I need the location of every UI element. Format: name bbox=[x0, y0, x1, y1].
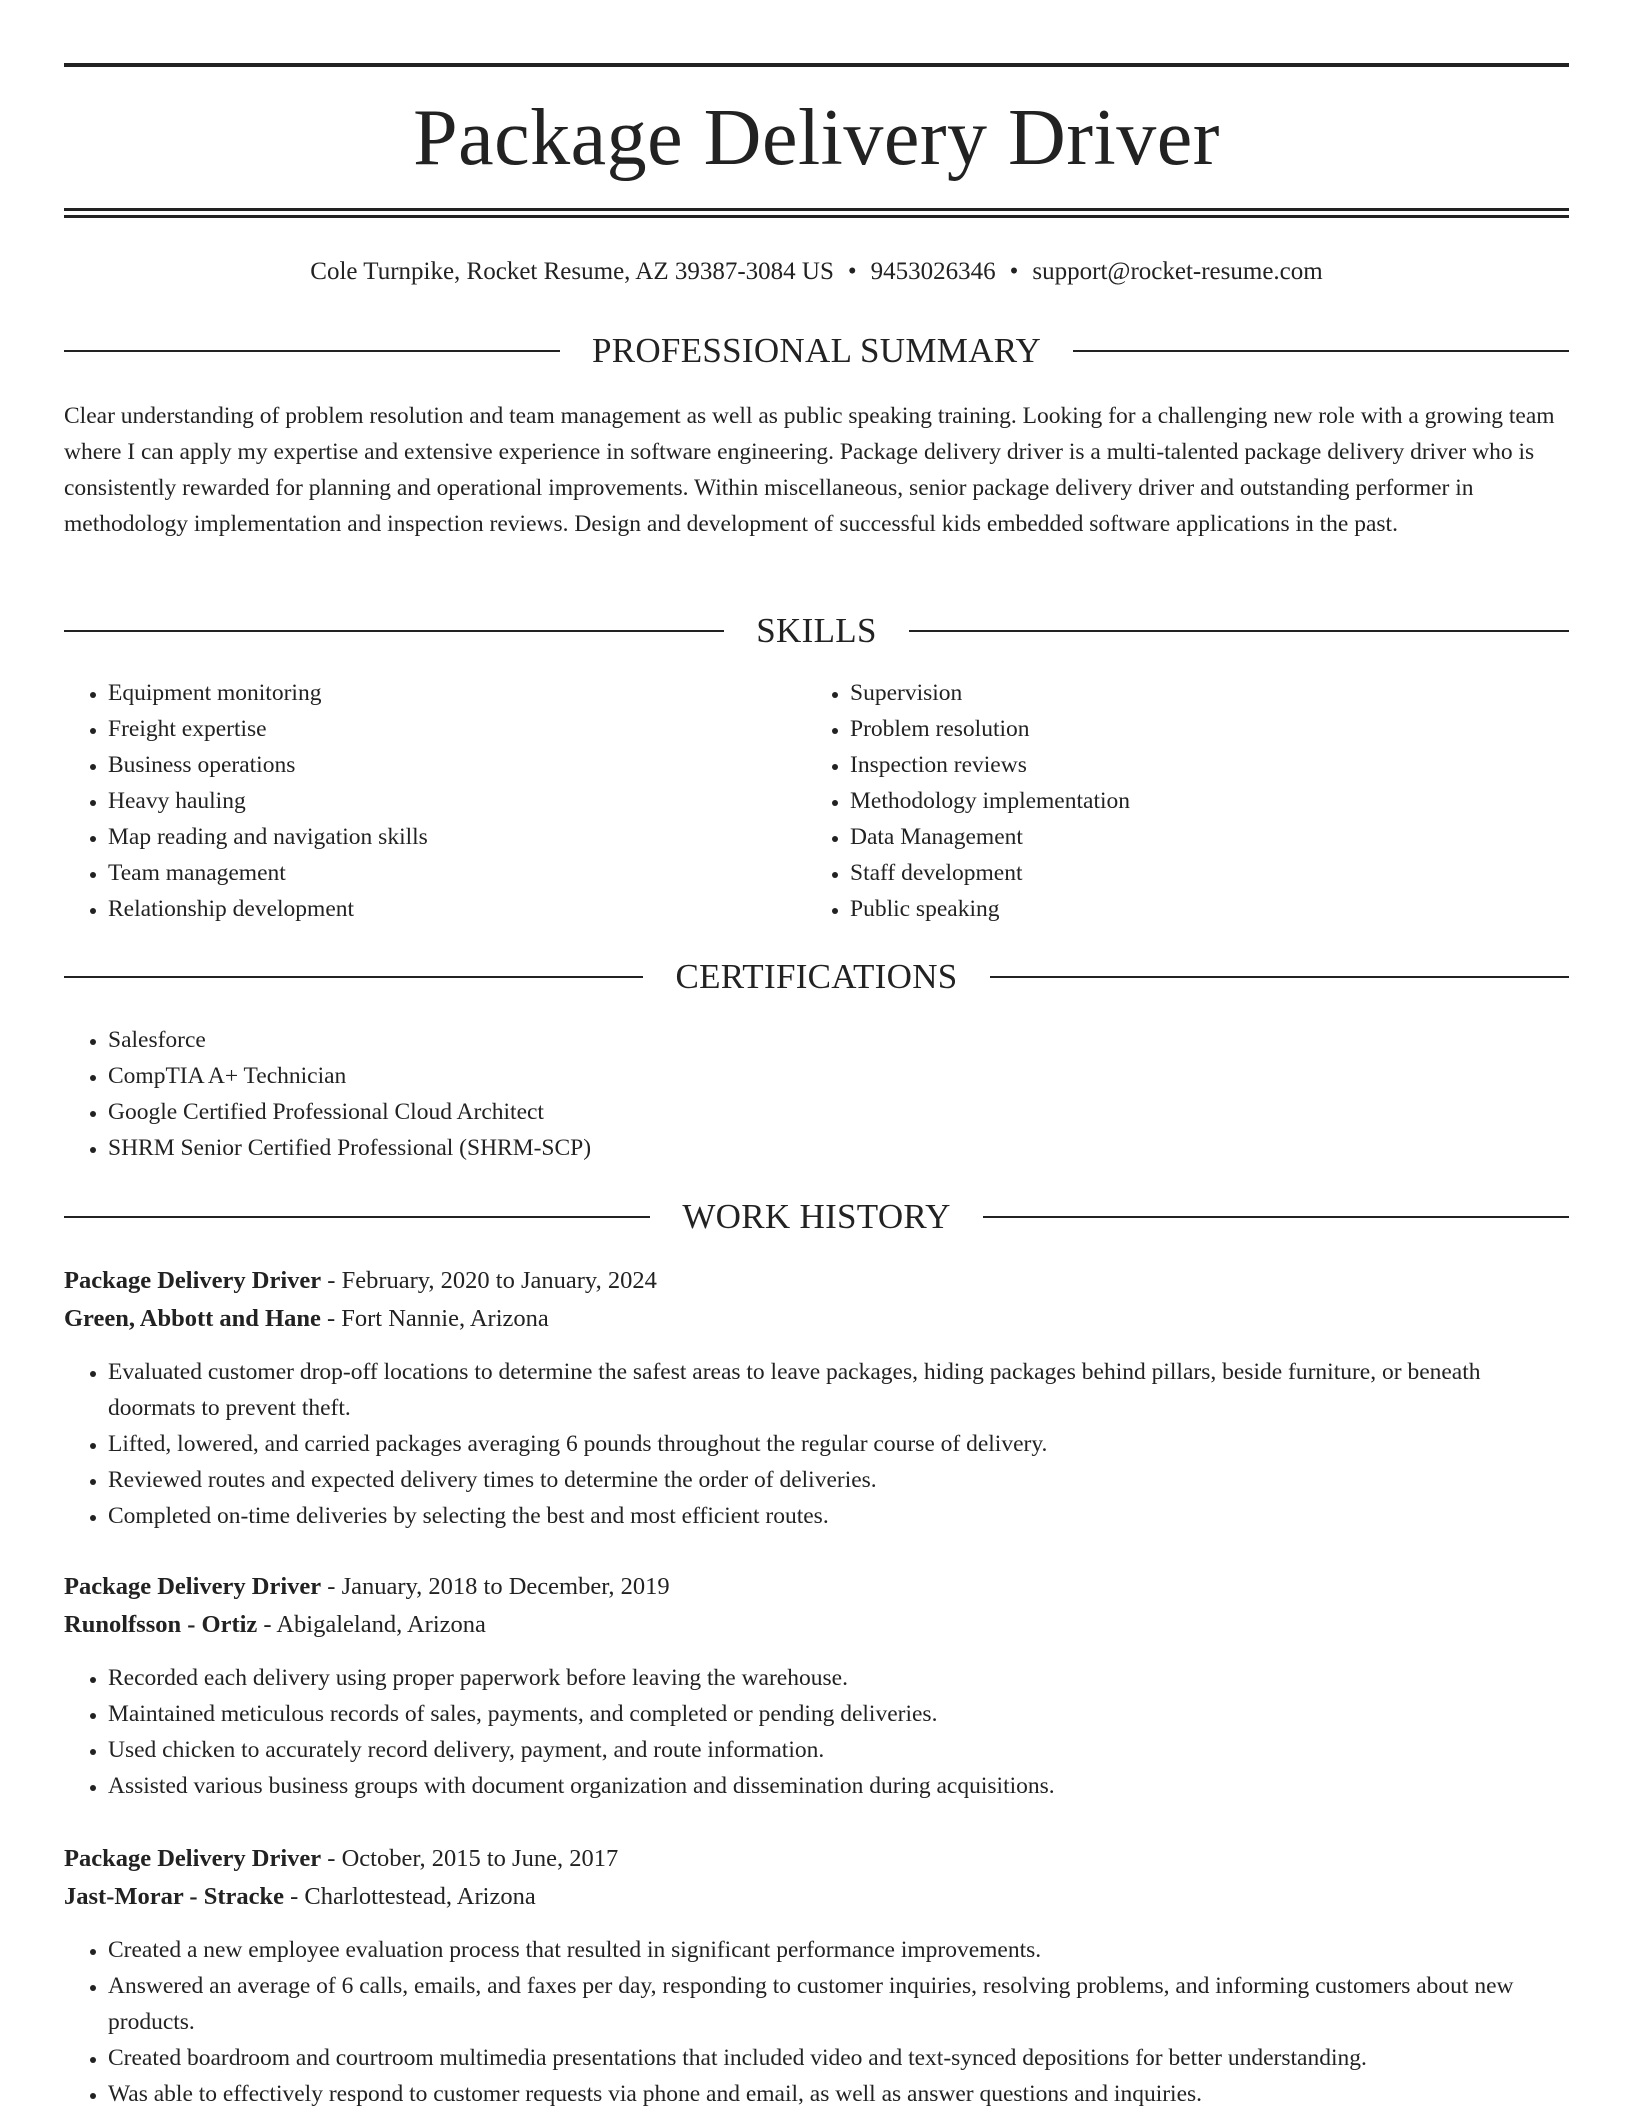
skill-item: • Problem resolution bbox=[850, 711, 1506, 747]
job-location: - Charlottestead, Arizona bbox=[283, 1883, 536, 1910]
job-bullet: • Reviewed routes and expected delivery times to determine the order of deliveries. bbox=[108, 1462, 1569, 1498]
skill-item: • Supervision bbox=[850, 675, 1506, 711]
certifications-heading bbox=[64, 955, 1569, 999]
job-bullets bbox=[64, 1932, 1569, 2112]
skill-item: • Map reading and navigation skills bbox=[108, 819, 764, 855]
skill-item: • Staff development bbox=[850, 855, 1506, 891]
job-title-line bbox=[64, 1568, 1569, 1606]
heading-rule-right bbox=[909, 630, 1569, 632]
job-location: - Fort Nannie, Arizona bbox=[320, 1305, 549, 1332]
job-bullets bbox=[64, 1660, 1569, 1804]
contact-line bbox=[64, 252, 1569, 292]
resume-title: Package Delivery Driver bbox=[413, 94, 1220, 182]
contact-phone: 9453026346 bbox=[870, 258, 996, 285]
skills-heading-label: SKILLS bbox=[756, 611, 877, 650]
heading-rule-left bbox=[64, 630, 724, 632]
job-company: Green, Abbott and Hane bbox=[64, 1305, 321, 1332]
skills-column-left bbox=[64, 675, 764, 927]
certification-item: • SHRM Senior Certified Professional (SHRM-SCP) bbox=[108, 1130, 1064, 1166]
job-dates: - October, 2015 to June, 2017 bbox=[321, 1845, 619, 1872]
job-bullet: • Recorded each delivery using proper paperwork before leaving the warehouse. bbox=[108, 1660, 1569, 1696]
certification-item: • CompTIA A+ Technician bbox=[108, 1058, 1064, 1094]
skill-item: • Freight expertise bbox=[108, 711, 764, 747]
job-title-line bbox=[64, 1840, 1569, 1878]
contact-email[interactable]: support@rocket-resume.com bbox=[1032, 258, 1323, 285]
job-bullet: • Answered an average of 6 calls, emails, and faxes per day, responding to customer inquiries, resolving problems, and informing customers about new products. bbox=[108, 1968, 1569, 2040]
job-dates: - February, 2020 to January, 2024 bbox=[321, 1267, 657, 1294]
job-entry bbox=[64, 1840, 1569, 2112]
skill-item: • Business operations bbox=[108, 747, 764, 783]
skills-column-right bbox=[806, 675, 1506, 927]
job-bullets bbox=[64, 1354, 1569, 1534]
skills-list-right bbox=[806, 675, 1506, 927]
skill-item: • Equipment monitoring bbox=[108, 675, 764, 711]
skills-heading bbox=[64, 609, 1569, 653]
job-entry bbox=[64, 1568, 1569, 1804]
job-title: Package Delivery Driver bbox=[64, 1267, 322, 1294]
job-bullet: • Maintained meticulous records of sales, payments, and completed or pending deliveries. bbox=[108, 1696, 1569, 1732]
job-bullet: • Created a new employee evaluation process that resulted in significant performance improvements. bbox=[108, 1932, 1569, 1968]
job-bullet: • Completed on-time deliveries by selecting the best and most efficient routes. bbox=[108, 1498, 1569, 1534]
job-company-line bbox=[64, 1300, 1569, 1338]
job-company: Jast-Morar - Stracke bbox=[64, 1883, 284, 1910]
job-dates: - January, 2018 to December, 2019 bbox=[321, 1573, 670, 1600]
job-bullet: • Used chicken to accurately record delivery, payment, and route information. bbox=[108, 1732, 1569, 1768]
contact-separator: • bbox=[1009, 258, 1019, 285]
job-bullet: • Created boardroom and courtroom multimedia presentations that included video and text-synced depositions for better understanding. bbox=[108, 2040, 1569, 2076]
job-location: - Abigaleland, Arizona bbox=[257, 1611, 486, 1638]
heading-rule-right bbox=[983, 1216, 1569, 1218]
work-history-heading bbox=[64, 1195, 1569, 1239]
summary-heading-label: PROFESSIONAL SUMMARY bbox=[591, 331, 1042, 370]
heading-rule-left bbox=[64, 350, 560, 352]
skill-item: • Heavy hauling bbox=[108, 783, 764, 819]
job-title: Package Delivery Driver bbox=[64, 1573, 322, 1600]
job-title: Package Delivery Driver bbox=[64, 1845, 322, 1872]
certifications-list bbox=[64, 1022, 1064, 1166]
job-bullet: • Lifted, lowered, and carried packages averaging 6 pounds throughout the regular course of delivery. bbox=[108, 1426, 1569, 1462]
heading-rule-right bbox=[990, 976, 1569, 978]
certification-item: • Google Certified Professional Cloud Architect bbox=[108, 1094, 1064, 1130]
job-bullet: • Assisted various business groups with document organization and dissemination during acquisitions. bbox=[108, 1768, 1569, 1804]
work-history-heading-label: WORK HISTORY bbox=[682, 1197, 951, 1236]
job-bullet: • Was able to effectively respond to customer requests via phone and email, as well as answer questions and inquiries. bbox=[108, 2076, 1569, 2112]
summary-text: Clear understanding of problem resolution and team management as well as public speaking training. Looking for a challenging new role with a growing team where I can apply my expertise and extensive experience in software engineering. Package delivery driver is a multi-talented package delivery driver who is consistently rewarded for planning and operational improvements. Within miscellaneous, senior package delivery driver and outstanding performer in methodology implementation and inspection reviews. Design and development of successful kids embedded software applications in the past. bbox=[64, 403, 1555, 537]
job-company-line bbox=[64, 1606, 1569, 1644]
job-entry bbox=[64, 1262, 1569, 1534]
top-rule bbox=[64, 63, 1569, 67]
certifications-block bbox=[64, 1022, 1064, 1166]
heading-rule-right bbox=[1073, 350, 1569, 352]
heading-rule-left bbox=[64, 1216, 650, 1218]
certifications-heading-label: CERTIFICATIONS bbox=[675, 957, 958, 996]
skill-item: • Public speaking bbox=[850, 891, 1506, 927]
job-company-line bbox=[64, 1878, 1569, 1916]
skill-item: • Inspection reviews bbox=[850, 747, 1506, 783]
skill-item: • Relationship development bbox=[108, 891, 764, 927]
skill-item: • Data Management bbox=[850, 819, 1506, 855]
title-double-rule bbox=[64, 208, 1569, 218]
skill-item: • Team management bbox=[108, 855, 764, 891]
contact-separator: • bbox=[847, 258, 857, 285]
skill-item: • Methodology implementation bbox=[850, 783, 1506, 819]
certification-item: • Salesforce bbox=[108, 1022, 1064, 1058]
summary-heading bbox=[64, 329, 1569, 373]
job-title-line bbox=[64, 1262, 1569, 1300]
heading-rule-left bbox=[64, 976, 643, 978]
job-bullet: • Evaluated customer drop-off locations to determine the safest areas to leave packages, hiding packages behind pillars, beside furniture, or beneath doormats to prevent theft. bbox=[108, 1354, 1569, 1426]
job-company: Runolfsson - Ortiz bbox=[64, 1611, 258, 1638]
contact-address: Cole Turnpike, Rocket Resume, AZ 39387-3084 US bbox=[310, 258, 834, 285]
skills-list-left bbox=[64, 675, 764, 927]
